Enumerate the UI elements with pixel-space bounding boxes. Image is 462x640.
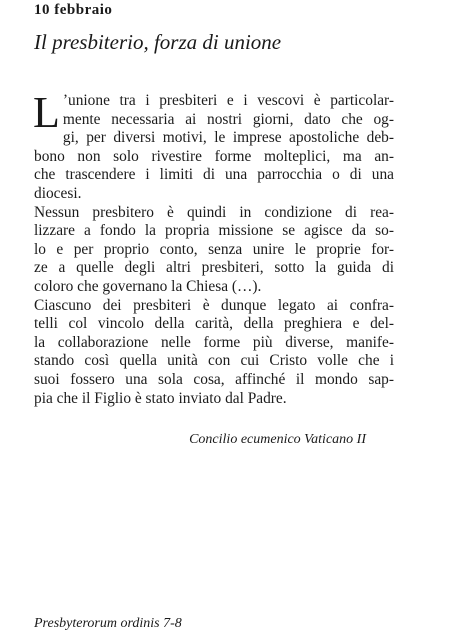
- source-reference: Presbyterorum ordinis 7-8: [34, 616, 182, 631]
- body-text: [33, 88, 394, 408]
- text-line: mente necessaria ai nostri giorni, dato che og-: [62, 110, 394, 128]
- text-line: ’unione tra i presbiteri e i vescovi è particolar-: [62, 92, 394, 109]
- attribution: Concilio ecumenico Vaticano II: [189, 432, 366, 447]
- text-line: coloro che governano la Chiesa (…).: [34, 277, 262, 295]
- text-line: Nessun presbitero è quindi in condizione di rea-: [34, 203, 394, 221]
- text-line: ze a quelle degli altri presbiteri, sotto la guida di: [34, 259, 394, 277]
- text-line: lizzare a fondo la propria missione se agisce da so-: [34, 222, 394, 240]
- text-line: Ciascuno dei presbiteri è dunque legato ai confra-: [34, 296, 394, 314]
- text-line: la collaborazione nelle forme più diverse, manife-: [34, 333, 394, 351]
- text-line: che trascendere i limiti di una parrocchia o di una: [34, 166, 394, 184]
- text-line: pia che il Figlio è stato inviato dal Padre.: [34, 389, 287, 407]
- text-line: telli col vincolo della carità, della preghiera e del-: [34, 315, 394, 333]
- drop-cap: L: [33, 88, 60, 137]
- text-line: lo e per proprio conto, senza unire le proprie for-: [34, 240, 394, 258]
- text-line: stando così quella unità con cui Cristo volle che i: [34, 352, 394, 370]
- page-title: Il presbiterio, forza di unione: [34, 30, 282, 54]
- text-line: bono non solo rivestire forme molteplici, ma an-: [34, 147, 394, 165]
- date-heading: 10 febbraio: [34, 2, 113, 18]
- text-line: diocesi.: [34, 184, 82, 202]
- text-line: suoi fossero una sola cosa, affinché il mondo sap-: [34, 370, 394, 388]
- text-line: gi, per diversi motivi, le imprese apostoliche deb-: [62, 129, 394, 147]
